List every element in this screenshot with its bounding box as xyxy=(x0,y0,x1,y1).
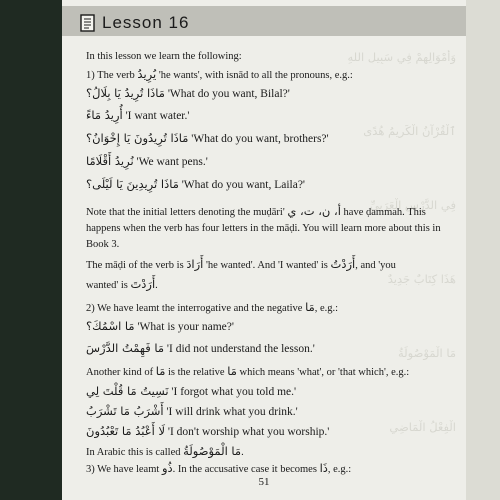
arabic-text: نَسِيتُ مَا قُلْتَ لِي xyxy=(86,384,169,398)
arabic-text: ذُو xyxy=(161,461,173,475)
translation: 'What do you want, brothers?' xyxy=(188,133,329,145)
body-line xyxy=(86,204,426,220)
example-line xyxy=(86,86,290,101)
arabic-text: مَاذَا تُرِيدُ يَا بِلَالُ؟ xyxy=(86,86,165,100)
arabic-text: مَا xyxy=(155,364,166,378)
body-line xyxy=(86,238,119,252)
translation: 'What do you want, Laila?' xyxy=(178,179,305,191)
body-line xyxy=(86,461,351,477)
text: which means 'what', or 'that which', e.g.: xyxy=(236,367,410,378)
text: Book 3. xyxy=(86,239,120,250)
show-through-text: فِي الدَّرْسِ الْعَرَبِيِّ xyxy=(369,198,456,212)
example-line xyxy=(86,154,208,169)
text: Another kind of xyxy=(86,367,156,378)
arabic-text: أ، ن، ت، ي xyxy=(287,204,341,218)
arabic-text: مَا فَهِمْتُ الدَّرْسَ xyxy=(86,341,165,355)
body-line xyxy=(86,277,158,293)
example-line xyxy=(86,131,329,146)
example-line xyxy=(86,384,296,399)
body-line xyxy=(86,444,244,460)
show-through-text: مَا الْمَوْصُولَةُ xyxy=(398,346,456,360)
text: happens when the verb has four letters in the māḍi. You will learn more about this in xyxy=(86,223,441,234)
page-edge xyxy=(466,0,500,500)
arabic-text: مَا xyxy=(305,300,315,314)
arabic-text: أَشْرَبُ مَا تَشْرَبُ xyxy=(86,404,164,418)
arabic-text: مَاذَا تُرِيدِينَ يَا لَيْلَى؟ xyxy=(86,177,179,191)
arabic-text: ذَا xyxy=(319,461,328,475)
text: wanted' is xyxy=(86,280,131,291)
text: . xyxy=(155,280,158,291)
example-line xyxy=(86,404,298,419)
translation: 'I did not understand the lesson.' xyxy=(164,343,315,355)
lesson-heading xyxy=(80,12,189,34)
body-line xyxy=(86,222,441,236)
text: 'he wanted'. And 'I wanted' is xyxy=(203,260,331,271)
text: 2) We have leamt the interrogative and the negative xyxy=(86,303,306,314)
show-through-text: وَأَمْوَالِهِمْ فِي سَبِيلِ اللهِ xyxy=(347,50,456,64)
arabic-text: مَا xyxy=(227,364,237,378)
example-line xyxy=(86,341,315,356)
arabic-text: مَاذَا تُرِيدُونَ يَا إِخْوَانُ؟ xyxy=(86,131,189,145)
arabic-text: أَرَدْتُ xyxy=(330,257,356,271)
body-line xyxy=(86,257,396,273)
text: 3) We have leamt xyxy=(86,464,162,475)
translation: 'We want pens.' xyxy=(133,156,208,168)
text: The māḍi of the verb is xyxy=(86,260,187,271)
body-line xyxy=(86,300,338,316)
arabic-text: أُرِيدُ مَاءً xyxy=(86,108,123,122)
arabic-text: مَا اسْمُكَ؟ xyxy=(86,319,135,333)
book-icon xyxy=(80,14,96,32)
arabic-text: مَا الْمَوْصُولَةُ xyxy=(183,444,242,458)
arabic-text: نُرِيدُ أَقْلَامًا xyxy=(86,154,134,168)
example-line xyxy=(86,108,189,123)
example-line xyxy=(86,319,234,334)
translation: 'I want water.' xyxy=(122,110,190,122)
text: . In the accusative case it becomes xyxy=(172,464,320,475)
text: In Arabic this is called xyxy=(86,447,184,458)
text: , and 'you xyxy=(355,260,396,271)
translation: 'I don't worship what you worship.' xyxy=(165,426,330,438)
translation: 'What do you want, Bilal?' xyxy=(164,88,290,100)
text: In this lesson we learn the following: xyxy=(86,51,242,62)
translation: 'I forgot what you told me.' xyxy=(168,386,297,398)
body-line xyxy=(86,50,242,64)
text: Note that the initial letters denoting the muḍāri' xyxy=(86,207,288,218)
text: is the relative xyxy=(165,367,228,378)
translation: 'What is your name?' xyxy=(134,321,234,333)
example-line xyxy=(86,177,305,192)
arabic-text: أَرَادَ xyxy=(186,257,204,271)
example-line xyxy=(86,424,329,439)
show-through-text: هَذَا كِتَابٌ جَدِيدٌ xyxy=(387,272,456,286)
text: have ḍammah. This xyxy=(340,207,426,218)
arabic-text: أَرَدْتَ xyxy=(130,277,156,291)
body-line xyxy=(86,67,353,83)
arabic-text: لَا أَعْبُدُ مَا تَعْبُدُونَ xyxy=(86,424,166,438)
body-line xyxy=(86,364,409,380)
arabic-text: يُرِيدُ xyxy=(137,67,157,81)
show-through-text: الْفِعْلُ الْمَاضِي xyxy=(389,420,456,434)
text: 'he wants', with isnād to all the pronouns, e.g.: xyxy=(156,70,353,81)
show-through-text: ٱلْقُرْآنُ الْكَرِيمُ هُدًى xyxy=(363,124,456,138)
text: 1) The verb xyxy=(86,70,138,81)
text: . xyxy=(241,447,244,458)
book-page xyxy=(62,0,466,500)
translation: 'I will drink what you drink.' xyxy=(163,406,298,418)
page-number: 51 xyxy=(258,476,270,488)
lesson-title: Lesson 16 xyxy=(102,13,190,32)
text: , e.g.: xyxy=(314,303,339,314)
text: , e.g.: xyxy=(327,464,352,475)
